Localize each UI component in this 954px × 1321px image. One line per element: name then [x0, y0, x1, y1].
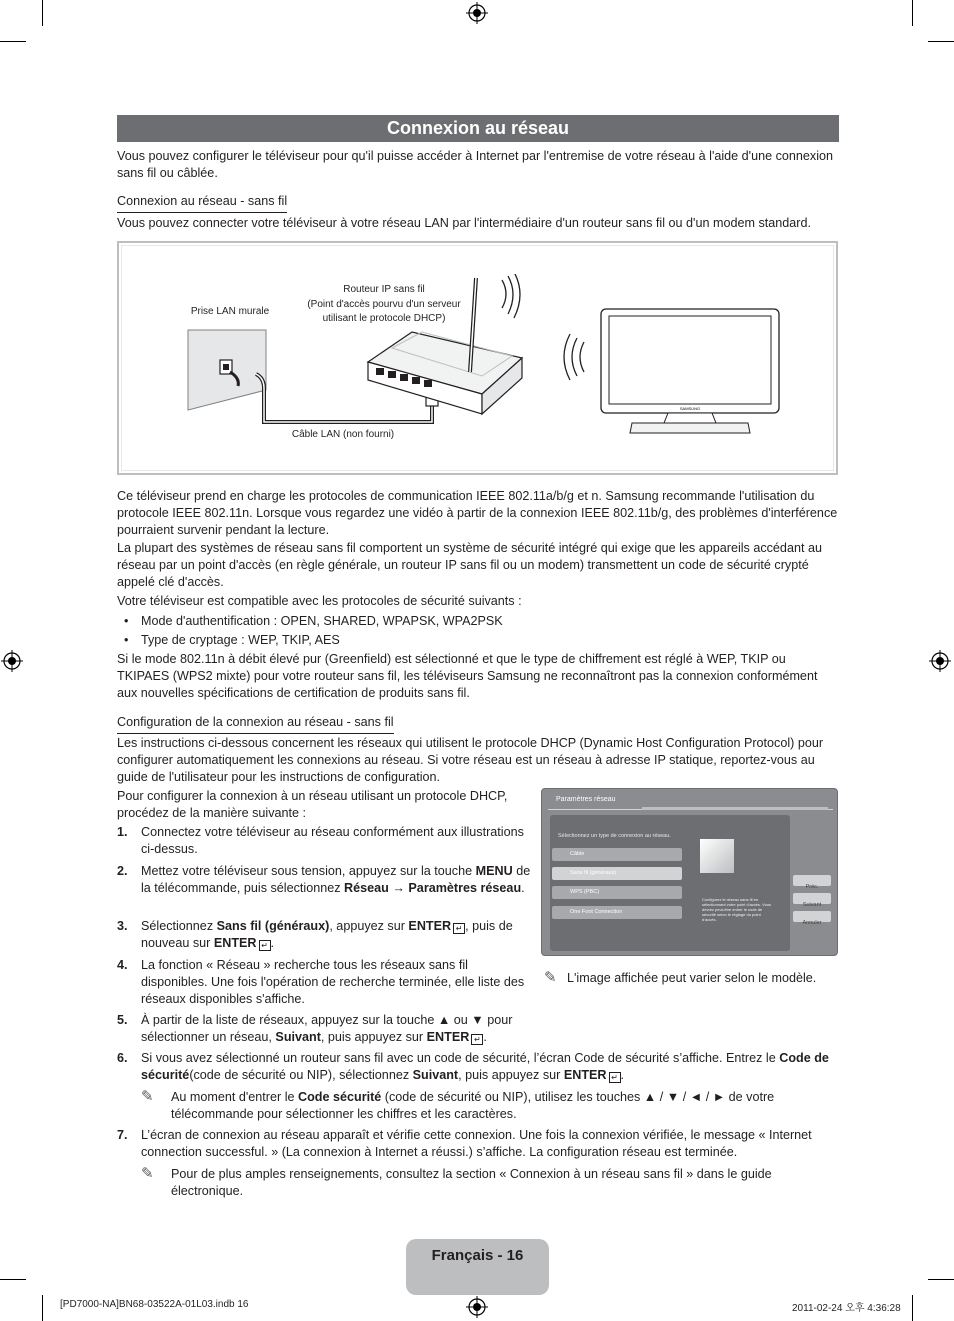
screen-preview-image — [700, 839, 734, 873]
router-label-line3: utilisant le protocole DHCP) — [322, 313, 446, 324]
screen-option-onefoot: One Foot Connection — [552, 906, 682, 919]
step-7-note: Pour de plus amples renseignements, consultez la section « Connexion à un réseau sans fil » dans le guide électronique. — [171, 1167, 772, 1198]
crop-mark — [928, 41, 954, 42]
paragraph-protocols: Votre téléviseur est compatible avec les protocoles de sécurité suivants : — [117, 594, 522, 608]
step-4: La fonction « Réseau » recherche tous les réseaux sans fil disponibles. Une fois l'opération de recherche terminée, elle liste des réseaux disponibles s'affiche. — [141, 958, 525, 1006]
registration-mark-icon — [466, 2, 488, 24]
screen-option-wps: WPS (PBC) — [552, 886, 682, 899]
screen-button-cancel: Annuler — [793, 911, 831, 922]
crop-mark — [0, 1279, 26, 1280]
page-number: Français - 16 — [431, 1247, 524, 1264]
tv-brand: SAMSUNG — [679, 406, 701, 411]
screen-option-wireless: Sans fil (généraux) — [552, 867, 682, 880]
screen-button-prev: Préc. — [793, 875, 831, 886]
intro-paragraph: Vous pouvez configurer le téléviseur pour qu'il puisse accéder à Internet par l'entremise de votre réseau à l'aide d'une connexion sans fil ou câblée. — [117, 149, 833, 180]
bullet-encryption: Type de cryptage : WEP, TKIP, AES — [141, 633, 340, 647]
file-slug: [PD7000-NA]BN68-03522A-01L03.indb 16 — [60, 1299, 249, 1310]
screen-note: L'image affichée peut varier selon le modèle. — [567, 971, 817, 985]
step-7: L’écran de connexion au réseau apparaît et vérifie cette connexion. Une fois la connexion vérifiée, le message « Internet connection successful. » (La connexion à Internet a réussi.) s’affiche. La configuration réseau est terminée. — [141, 1128, 812, 1159]
note-icon: ✎ — [141, 1088, 154, 1105]
screen-prompt: Sélectionnez un type de connexion au réseau. — [558, 833, 671, 839]
config-lead: Pour configurer la connexion à un réseau utilisant un protocole DHCP, procédez de la manière suivante : — [117, 789, 508, 820]
screen-button-next: Suivant — [793, 893, 831, 904]
section-heading-config: Configuration de la connexion au réseau - sans fil — [117, 714, 394, 734]
crop-mark — [928, 1279, 954, 1280]
step-number: 5. — [117, 1013, 128, 1027]
screen-title: Paramètres réseau — [556, 796, 616, 803]
crop-mark — [912, 0, 913, 26]
registration-mark-icon — [466, 1296, 488, 1318]
step-number: 3. — [117, 919, 128, 933]
wall-lan-label: Prise LAN murale — [190, 306, 270, 317]
paragraph-greenfield: Si le mode 802.11n à débit élevé pur (Greenfield) est sélectionné et que le type de chiffrement est réglé à WEP, TKIP ou TKIPAES (WPS2 mixte) pour votre routeur sans fil, les téléviseurs Samsung ne reconnaîtront pas la connexion conformément aux nouvelles spécifications de certification de produits sans fil. — [117, 652, 818, 700]
step-number: 7. — [117, 1128, 128, 1142]
crop-mark — [42, 1295, 43, 1321]
step-number: 4. — [117, 958, 128, 972]
step-6-note: Au moment d'entrer le Code sécurité (code de sécurité ou NIP), utilisez les touches ▲ / ▼ / ◄ / ► de votre télécommande pour sélectionner les chiffres et les caractères. — [171, 1090, 775, 1121]
bullet-auth: Mode d'authentification : OPEN, SHARED, WPAPSK, WPA2PSK — [141, 614, 503, 628]
cable-label: Câble LAN (non fourni) — [291, 429, 395, 440]
wireless-router-icon — [362, 274, 532, 420]
section-text-wireless: Vous pouvez connecter votre téléviseur à votre réseau LAN par l'intermédiaire d'un routeur sans fil ou d'un modem standard. — [117, 216, 811, 230]
registration-mark-icon — [1, 650, 23, 672]
paragraph-security: La plupart des systèmes de réseau sans fil comportent un système de sécurité intégré qui exige que les appareils accédant au réseau par un point d'accès (en règle générale, un routeur IP sans fil ou un modem) transmettent un code de sécurité crypté appelé clé d'accès. — [117, 541, 822, 589]
enter-icon: ↵ — [609, 1072, 621, 1083]
step-number: 6. — [117, 1051, 128, 1065]
page-title: Connexion au réseau — [386, 118, 570, 138]
network-settings-screenshot — [541, 788, 838, 956]
screen-option-cable: Câble — [552, 848, 682, 861]
step-2: Mettez votre téléviseur sous tension, appuyez sur la touche MENU de la télécommande, puis sélectionnez Réseau → Paramètres réseau. — [141, 864, 531, 895]
router-label-line1: Routeur IP sans fil — [343, 284, 425, 295]
step-1: Connectez votre téléviseur au réseau conformément aux illustrations ci-dessus. — [141, 825, 524, 856]
enter-icon: ↵ — [259, 940, 271, 951]
screen-help: Configurez le réseau sans fil en sélectionnant votre point d'accès. Vous devrez peut-être entrer le code de sécurité selon le réglage du point d'accès. — [702, 897, 772, 922]
enter-icon: ↵ — [453, 923, 465, 934]
crop-mark — [42, 0, 43, 26]
note-icon: ✎ — [544, 969, 557, 986]
note-icon: ✎ — [141, 1165, 154, 1182]
date-slug: 2011-02-24 오후 4:36:28 — [792, 1303, 901, 1314]
step-3: Sélectionnez Sans fil (généraux), appuyez sur ENTER ↵ , puis de nouveau sur ENTER ↵ . — [141, 919, 513, 950]
wifi-waves-icon — [562, 332, 592, 382]
step-number: 1. — [117, 825, 128, 839]
bullet-dot: • — [124, 614, 129, 628]
step-number: 2. — [117, 864, 128, 878]
paragraph-ieee: Ce téléviseur prend en charge les protocoles de communication IEEE 802.11a/b/g et n. Samsung recommande l'utilisation du protocole IEEE 802.11n. Lorsque vous regardez une vidéo à partir de la connexion IEEE 802.11b/g, des problèmes d'interférence pourraient survenir pendant la lecture. — [117, 489, 838, 537]
crop-mark — [0, 41, 26, 42]
registration-mark-icon — [929, 650, 951, 672]
crop-mark — [912, 1295, 913, 1321]
step-5: À partir de la liste de réseaux, appuyez sur la touche ▲ ou ▼ pour sélectionner un réseau, Suivant, puis appuyez sur ENTER ↵ . — [141, 1013, 513, 1044]
step-6: Si vous avez sélectionné un routeur sans fil avec un code de sécurité, l’écran Code de sécurité s’affiche. Entrez le Code de sécurité(code de sécurité ou NIP), sélectionnez Suivant, puis appuyez sur ENTER ↵ . — [141, 1051, 829, 1082]
enter-icon: ↵ — [471, 1034, 483, 1045]
page-number-tab — [406, 1239, 549, 1295]
page-title-bar — [117, 115, 839, 142]
television-icon — [598, 306, 782, 438]
router-label-line2: (Point d'accès pourvu d'un serveur — [307, 299, 461, 310]
section-heading-wireless: Connexion au réseau - sans fil — [117, 193, 287, 213]
section-text-config: Les instructions ci-dessous concernent les réseaux qui utilisent le protocole DHCP (Dynamic Host Configuration Protocol) pour configurer automatiquement les connexions au réseau. Si votre réseau est un réseau à adresse IP statique, reportez-vous au guide de l'utilisateur pour les instructions de configuration. — [117, 736, 824, 784]
bullet-dot: • — [124, 633, 129, 647]
